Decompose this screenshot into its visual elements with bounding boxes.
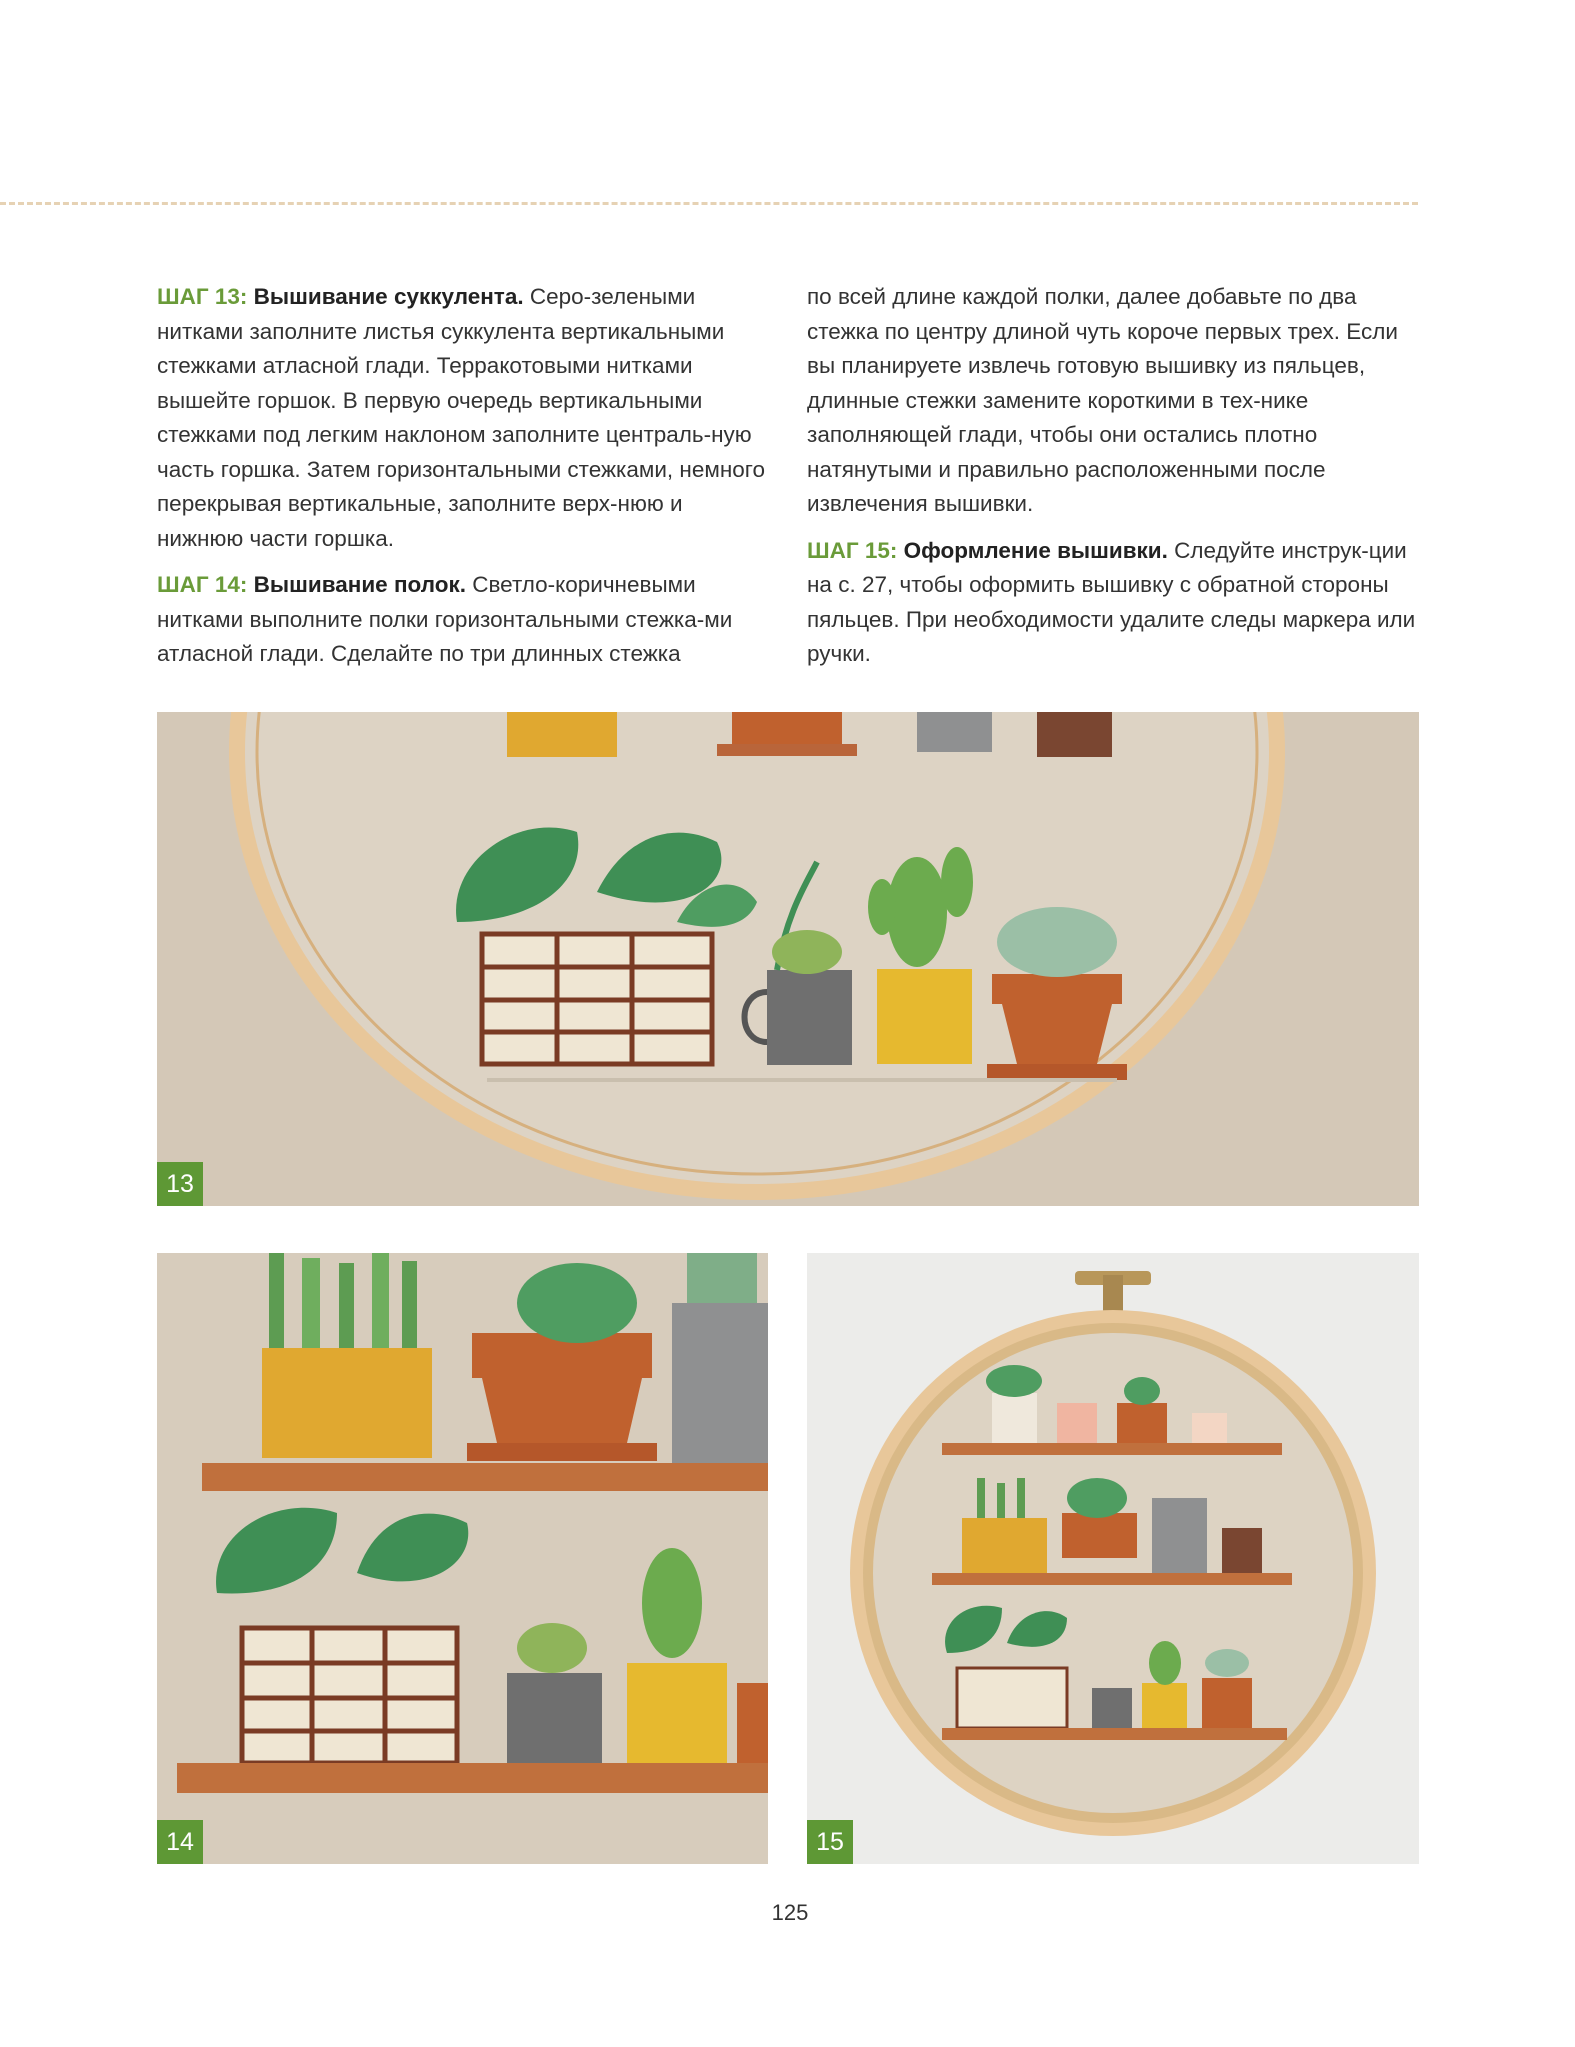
- step-15-label: ШАГ 15:: [807, 537, 898, 563]
- step-15-body: Следуйте инструк-ции на с. 27, чтобы оформить вышивку с обратной стороны пяльцев. При необходимости удалите следы маркера или ручки.: [807, 537, 1416, 666]
- photo-step-14: [157, 1253, 768, 1864]
- step-14-title: Вышивание полок.: [253, 572, 466, 597]
- page-number: 125: [771, 1900, 809, 1925]
- finished-embroidery-hoop-illustration: [807, 1253, 1419, 1864]
- step-14-body-end: по всей длине каждой полки, далее добавьте по два стежка по центру длиной чуть короче первых трех. Если вы планируете извлечь готовую вышивку из пяльцев, длинные стежки замените короткими в тех-нике заполняющей глади, чтобы они остались плотно натянутыми и правильно расположенными после извлечения вышивки.: [807, 284, 1398, 516]
- photo-step-13: [157, 712, 1419, 1206]
- photo-13-badge: 13: [157, 1162, 203, 1206]
- photo-14-badge: 14: [157, 1820, 203, 1864]
- step-13-title: Вышивание суккулента.: [253, 284, 524, 309]
- step-15-title: Оформление вышивки.: [903, 537, 1168, 563]
- step-13-body: Серо-зелеными нитками заполните листья суккулента вертикальными стежками атласной глади. Терракотовыми нитками вышейте горшок. В первую очередь вертикальными стежками под легким наклоном заполните централь-ную часть горшка. Затем горизонтальными стежками, немного перекрывая вертикальные, заполните верх-нюю и нижнюю части горшка.: [157, 284, 765, 551]
- step-14-continuation: [807, 280, 1419, 522]
- photo-15-badge: 15: [807, 1820, 853, 1864]
- step-15-paragraph: [807, 534, 1419, 672]
- step-13-paragraph: [157, 280, 769, 556]
- text-column-right: [807, 280, 1419, 684]
- text-column-left: [157, 280, 769, 684]
- step-13-label: ШАГ 13:: [157, 284, 248, 309]
- embroidery-shelves-detail-illustration: [157, 1253, 768, 1864]
- embroidery-shelf-closeup-illustration: [157, 712, 1419, 1206]
- photo-step-15: [807, 1253, 1419, 1864]
- header-divider: [0, 202, 1418, 205]
- step-14-body-start: Светло-коричневыми нитками выполните полки горизонтальными стежка-ми атласной глади. Сделайте по три длинных стежка: [157, 572, 733, 666]
- step-14-label: ШАГ 14:: [157, 572, 248, 597]
- step-14-paragraph: [157, 568, 769, 672]
